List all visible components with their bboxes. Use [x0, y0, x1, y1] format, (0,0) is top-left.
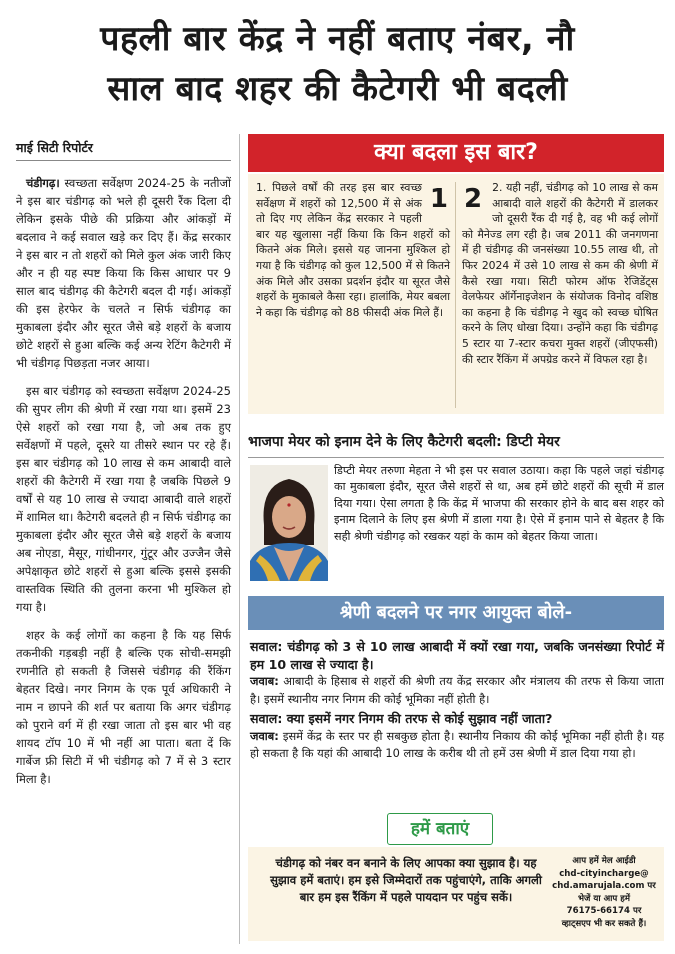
answer-2	[250, 728, 664, 763]
question-1-text: चंडीगढ़ को 3 से 10 लाख आबादी में क्यों रखा गया, जबकि जनसंख्या रिपोर्ट में हम 10 लाख से ज्यादा है।	[250, 639, 664, 672]
dateline: चंडीगढ़।	[26, 176, 60, 190]
commissioner-qa	[250, 638, 664, 765]
contact-email-part2: chd.amarujala.com पर	[552, 881, 656, 892]
contact-email-part1: chd-cityincharge@	[559, 868, 649, 879]
what-changed-banner: क्या बदला इस बार?	[248, 134, 664, 172]
question-1	[250, 638, 664, 673]
tell-us-text: चंडीगढ़ को नंबर वन बनाने के लिए आपका क्या सुझाव है। यह सुझाव हमें बताएं। हम इसे जिम्मेदारों तक पहुंचाएंगे, ताकि अगली बार हम इस रैंकिंग में पहले पायदान पर पहुंच सकें।	[270, 856, 542, 904]
contact-info	[548, 855, 660, 931]
tell-us-heading: हमें बताएं	[387, 813, 493, 845]
deputy-mayor-photo	[250, 465, 328, 581]
portrait-image	[250, 465, 328, 581]
answer-label: जवाब:	[250, 674, 279, 688]
main-article	[16, 174, 231, 798]
what-changed-box	[248, 174, 664, 414]
point-number-1: 1	[429, 184, 448, 214]
article-paragraph-3: शहर के कई लोगों का कहना है कि यह सिर्फ तकनीकी गड़बड़ी नहीं है बल्कि एक सोची-समझी रणनीति हो सकती है जिससे चंडीगढ़ की रैंकिंग बेहतर दिखे। नगर निगम के एक पूर्व अधिकारी ने नाम न छापने की शर्त पर बताया कि अगर चंडीगढ़ को पुराने वर्ग में ही रखा जाता तो इस बार भी वह शायद टॉप 10 में भी नहीं आ पाता। बता दें कि गार्बेज फ्री सिटी में भी चंडीगढ़ को 7 में से 3 स्टार मिला है।	[16, 628, 231, 786]
headline	[0, 14, 675, 114]
article-paragraph-1-text: स्वच्छता सर्वेक्षण 2024-25 के नतीजों ने इस बार चंडीगढ़ को भले ही दूसरी रैंक दिला दी लेकिन इसके पीछे की प्रक्रिया और आंकड़ों में बदलाव ने कई सवाल खड़े कर दिए हैं। केंद्र सरकार ने इस बार न तो शहरों को मिले कुल अंक जारी किए और न ही यह स्पष्ट किया कि किस आधार पर 9 साल बाद चंडीगढ़ की कैटेगरी बदल दी गई। आंकड़ों की इस हेरफेर के चलते न सिर्फ चंडीगढ़ का मुकाबला इंदौर और सूरत जैसे बड़े शहरों के बजाय छोटे शहरों से हुआ बल्कि कई अन्य रेटिंग कैटेगरी में भी चंडीगढ़ पिछड़ता नजर आया।	[16, 176, 231, 370]
article-paragraph	[16, 174, 231, 372]
point-2-text: 2. यही नहीं, चंडीगढ़ को 10 लाख से कम आबादी वाले शहरों की कैटेगरी में डालकर जो दूसरी रैंक दी गई है, वह भी कई लोगों को मैनेज्ड लग रही है। जब 2011 की जनगणना में ही चंडीगढ़ की जनसंख्या 10.55 लाख थी, तो फिर 2024 में उसे 10 लाख से कम की श्रेणी में कैसे रखा गया। सिटी फोरम ऑफ रेजिडेंट्स वेलफेयर ऑर्गेनाइजेशन के संयोजक विनोद वशिष्ठ का कहना है कि चंडीगढ़ ने खुद को स्वच्छ घोषित करने के लिए धोखा दिया। उन्होंने कहा कि चंडीगढ़ 5 स्टार या 7-स्टार कचरा मुक्त शहरों (जीएफसी) की स्टार रैंकिंग में अपग्रेड करने में विफल रहा है।	[462, 181, 658, 366]
answer-label: जवाब:	[250, 728, 279, 743]
question-2-text: क्या इसमें नगर निगम की तरफ से कोई सुझाव नहीं जाता?	[286, 711, 553, 726]
deputy-mayor-title: भाजपा मेयर को इनाम देने के लिए कैटेगरी बदली: डिप्टी मेयर	[248, 434, 560, 450]
deputy-mayor-rule	[248, 457, 664, 458]
question-label: सवाल:	[250, 711, 283, 726]
contact-line: भेजें या आप हमें	[578, 893, 630, 904]
answer-1-text: आबादी के हिसाब से शहरों की श्रेणी तय केंद्र सरकार और मंत्रालय की तरफ से किया जाता है। इसमें स्थानीय नगर निगम की कोई भूमिका नहीं होती है।	[250, 674, 664, 706]
column-divider	[239, 134, 240, 944]
tell-us-box	[248, 847, 664, 941]
headline-line-2: साल बाद शहर की कैटेगरी भी बदली	[107, 69, 568, 109]
question-2	[250, 710, 664, 728]
point-1-text: 1. पिछले वर्षों की तरह इस बार स्वच्छ सर्वेक्षण में शहरों को 12,500 में से अंक तो दिए गए लेकिन केंद्र सरकार ने पहली बार यह खुलासा नहीं किया कि किन शहरों को कितने अंक मिले। इससे यह जानना मुश्किल हो गया है कि चंडीगढ़ को कुल 12,500 में से कितने अंक मिले और उसका प्रदर्शन इंदौर या सूरत जैसे शहरों के मुकाबले कैसा रहा। हालांकि, मेयर बबला ने कहा कि चंडीगढ़ को 88 फीसदी अंक मिले हैं।	[256, 181, 450, 319]
what-changed-point-1	[256, 180, 450, 320]
answer-2-text: इसमें केंद्र के स्तर पर ही सबकुछ होता है। स्थानीय निकाय की कोई भूमिका नहीं होती है। यह हो सकता है कि यहां की आबादी 10 लाख के करीब थी तो हमें उस श्रेणी में डाल दिया गया हो।	[250, 728, 664, 760]
what-changed-point-2	[462, 180, 658, 367]
article-paragraph-2: इस बार चंडीगढ़ को स्वच्छता सर्वेक्षण 2024-25 की सुपर लीग की श्रेणी में रखा गया था। इसमें 23 ऐसे शहरों को रखा गया है, जो अब तक हुए सर्वेक्षणों में पहले, दूसरे या तीसरे स्थान पर रहे हैं। इस बार चंडीगढ़ को 10 लाख से कम आबादी वाले शहरों की कैटेगरी में रखा गया है जबकि पिछले 9 वर्षों से यह 10 लाख से ज्यादा आबादी वाले शहरों में शामिल था। कैटेगरी बदलते ही न सिर्फ चंडीगढ़ का मुकाबला इंदौर और सूरत जैसे बड़े शहरों के बजाय अब नोएडा, मैसूर, गांधीनगर, गुंटूर और उज्जैन जैसे अपेक्षाकृत छोटे शहरों से हुआ बल्कि इससे इसकी वास्तविक स्थिति की तुलना करना भी मुश्किल हो गया है।	[16, 384, 232, 614]
byline: माई सिटी रिपोर्टर	[16, 139, 231, 161]
question-label: सवाल:	[250, 639, 283, 654]
answer-1	[250, 673, 664, 708]
headline-line-1: पहली बार केंद्र ने नहीं बताए नंबर, नौ	[100, 19, 575, 59]
contact-line: व्हाट्सएप भी कर सकते हैं।	[561, 918, 647, 929]
point-number-2: 2	[464, 184, 483, 214]
commissioner-banner: श्रेणी बदलने पर नगर आयुक्त बोले-	[248, 596, 664, 630]
what-changed-divider	[455, 182, 456, 408]
contact-line: आप हमें मेल आईडी	[572, 856, 636, 866]
deputy-mayor-text: डिप्टी मेयर तरुणा मेहता ने भी इस पर सवाल उठाया। कहा कि पहले जहां चंडीगढ़ का मुकाबला इंदौर, सूरत जैसे शहरों से था, अब हमें छोटे शहरों की सूची में डाल दिया गया। ऐसा लगता है कि केंद्र में भाजपा की सरकार होने के बाद बस शहर को इनाम दिलाने के लिए इस श्रेणी में डाला गया है। ऐसे में इनाम पाने से बेहतर है कि सही श्रेणी चंडीगढ़ को रखकर यहां के काम को बेहतर किया जाता।	[334, 464, 664, 543]
contact-phone: 76175-66174 पर	[566, 906, 642, 917]
